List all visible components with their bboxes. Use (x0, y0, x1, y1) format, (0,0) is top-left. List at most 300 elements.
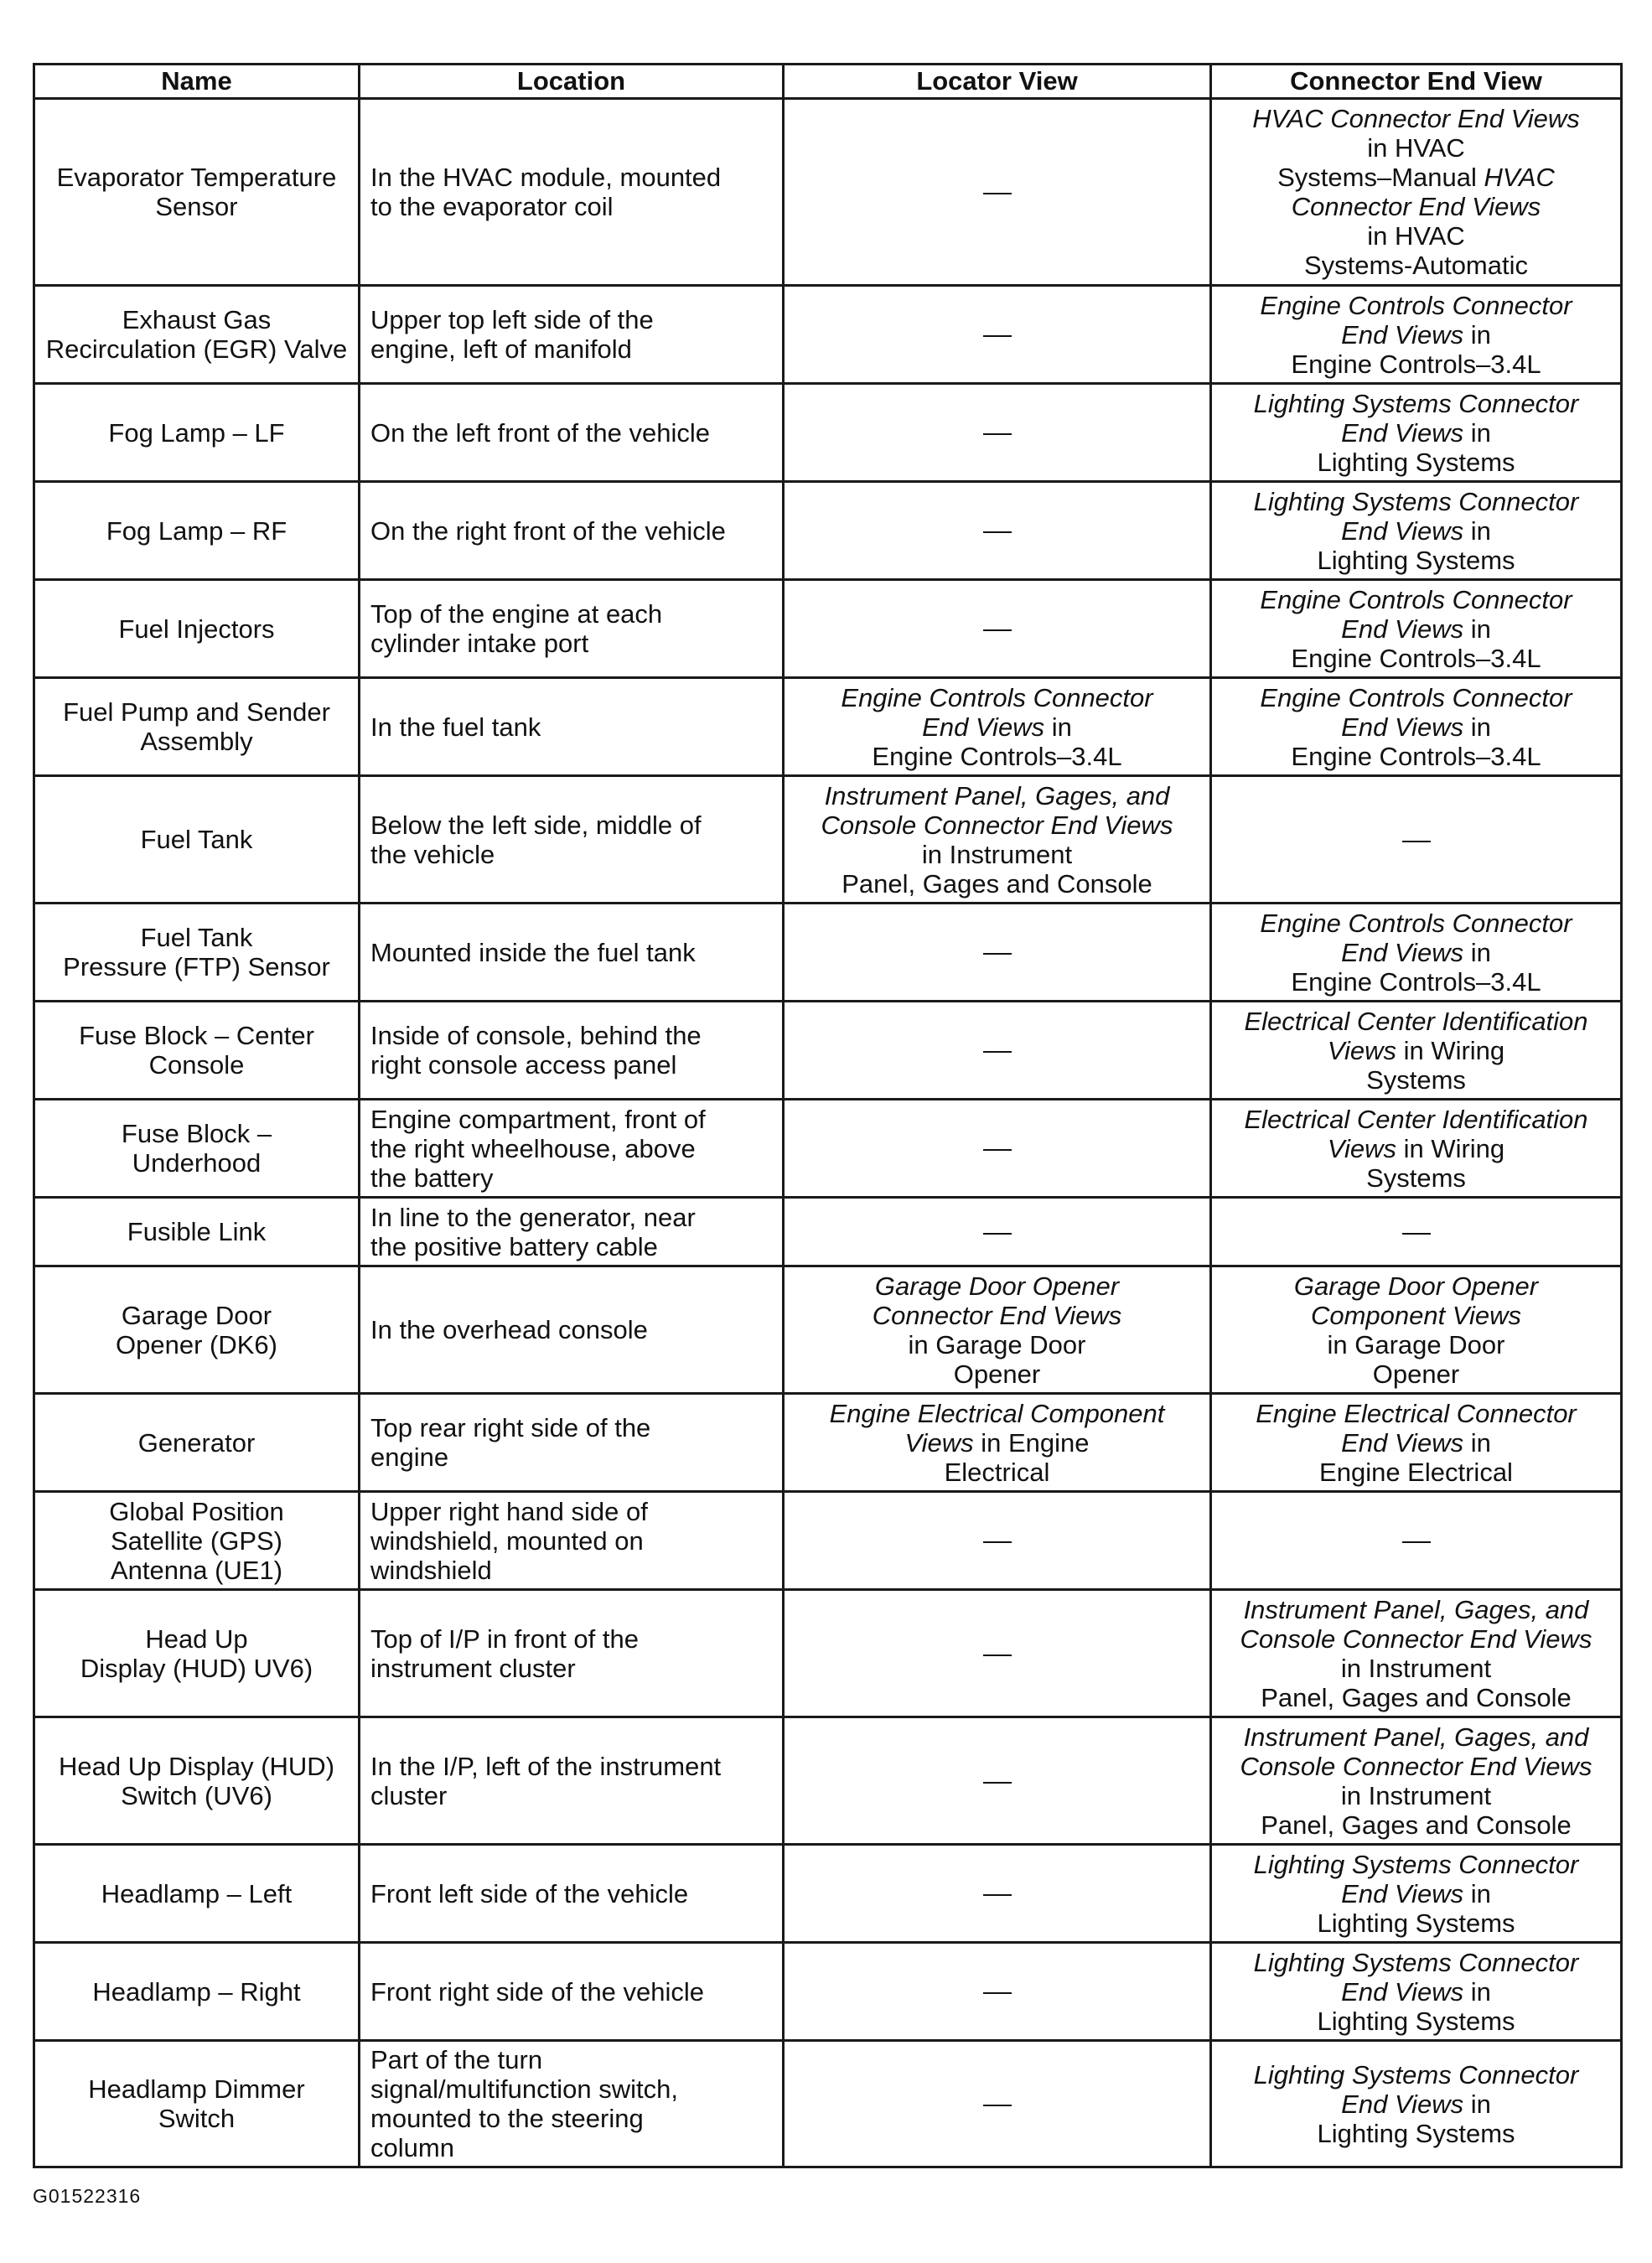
cell-line (1222, 104, 1610, 133)
cell-line (1222, 350, 1610, 379)
cell-line: Fuel Pump and Sender (63, 697, 330, 727)
cell-line: the positive battery cable (370, 1231, 658, 1261)
reference-text: in (1463, 1427, 1491, 1458)
cell-line (1222, 1977, 1610, 2007)
table-body (34, 99, 1622, 2167)
cell-line (1222, 1359, 1610, 1389)
cell-connector-end-view (1211, 678, 1622, 776)
not-applicable-dash (983, 1782, 1012, 1784)
reference-text: in Wiring (1396, 1133, 1505, 1163)
cell-line (795, 742, 1199, 771)
table-row (34, 1394, 1622, 1492)
cell-line: Top rear right side of the (370, 1413, 651, 1442)
reference-text: in Wiring (1396, 1035, 1505, 1065)
cell-line: engine (370, 1442, 449, 1472)
cell-name (34, 1100, 360, 1198)
cell-line (795, 1271, 1199, 1301)
not-applicable-dash (983, 629, 1012, 631)
cell-location (360, 678, 784, 776)
cell-line: On the left front of the vehicle (370, 417, 710, 448)
cell-line (795, 1301, 1199, 1330)
cell-line: Generator (137, 1427, 256, 1458)
cell-line: Headlamp – Left (101, 1878, 293, 1908)
cell-line (1222, 291, 1610, 320)
table-row (34, 776, 1622, 904)
cell-line (1222, 487, 1610, 516)
not-applicable-dash (983, 1541, 1012, 1543)
reference-title: Electrical Center Identification (1244, 1006, 1588, 1036)
cell-locator-view (784, 99, 1211, 286)
cell-line (1222, 938, 1610, 967)
cell-line: Part of the turn (370, 2045, 543, 2074)
cell-line: Fuse Block – (121, 1119, 272, 1148)
cell-line: Evaporator Temperature (56, 163, 337, 192)
cell-line (1222, 1271, 1610, 1301)
cell-line: In the fuel tank (370, 712, 541, 742)
cell-line (1222, 192, 1610, 221)
header-connector-end-view: Connector End View (1211, 65, 1622, 99)
cell-line: Satellite (GPS) (110, 1525, 282, 1556)
header-locator-view: Locator View (784, 65, 1211, 99)
cell-line: Mounted inside the fuel tank (370, 937, 696, 967)
cell-line: In the HVAC module, mounted (370, 163, 722, 192)
cell-name (34, 384, 360, 482)
cell-name (34, 1943, 360, 2041)
cell-name (34, 286, 360, 384)
cell-line: Assembly (140, 727, 253, 756)
cell-line: right console access panel (370, 1050, 677, 1080)
cell-connector-end-view (1211, 2041, 1622, 2167)
cell-connector-end-view (1211, 1717, 1622, 1845)
cell-line: Switch (158, 2104, 236, 2133)
cell-line: Below the left side, middle of (370, 810, 702, 840)
cell-line (1222, 448, 1610, 477)
cell-line: mounted to the steering (370, 2104, 644, 2133)
cell-line: Switch (UV6) (121, 1780, 272, 1810)
reference-text: Engine Electrical (1319, 1457, 1513, 1487)
cell-location (360, 1266, 784, 1394)
reference-title: End Views (1341, 1976, 1464, 2007)
reference-text: in (1463, 319, 1491, 350)
reference-title: End Views (1341, 2089, 1464, 2119)
table-row (34, 1198, 1622, 1266)
reference-title: Instrument Panel, Gages, and (1243, 1722, 1589, 1752)
cell-line (1222, 389, 1610, 418)
reference-title: Views (904, 1427, 974, 1458)
header-location: Location (360, 65, 784, 99)
not-applicable-dash (1402, 1541, 1431, 1543)
reference-title: Engine Controls Connector (841, 682, 1153, 712)
reference-text: in Instrument (921, 839, 1073, 869)
reference-text: Engine Controls–3.4L (1291, 741, 1541, 771)
cell-line (1222, 1134, 1610, 1163)
table-header-row (34, 65, 1622, 99)
cell-location (360, 384, 784, 482)
cell-connector-end-view (1211, 1100, 1622, 1198)
reference-title: HVAC (1484, 163, 1555, 192)
cell-line: cluster (370, 1780, 448, 1810)
cell-location (360, 1492, 784, 1590)
reference-text: Engine Controls–3.4L (1291, 966, 1541, 997)
cell-locator-view (784, 1394, 1211, 1492)
cell-line (1222, 1163, 1610, 1193)
reference-text: in (1463, 1878, 1491, 1908)
cell-location (360, 1590, 784, 1717)
cell-line (1222, 1850, 1610, 1879)
reference-title: Lighting Systems Connector (1253, 1849, 1579, 1879)
cell-line: Top of the engine at each (370, 599, 663, 629)
cell-line (1222, 133, 1610, 163)
cell-line: Fuel Tank (140, 923, 253, 952)
cell-connector-end-view (1211, 482, 1622, 580)
cell-line (1222, 742, 1610, 771)
cell-locator-view (784, 904, 1211, 1002)
cell-line (1222, 644, 1610, 673)
cell-line: Global Position (109, 1496, 284, 1526)
table-row (34, 1266, 1622, 1394)
reference-title: Lighting Systems Connector (1253, 2059, 1579, 2090)
cell-line (1222, 1065, 1610, 1095)
cell-line (1222, 909, 1610, 938)
cell-connector-end-view (1211, 1394, 1622, 1492)
cell-location (360, 580, 784, 678)
not-applicable-dash (1402, 1233, 1431, 1235)
cell-line: Exhaust Gas (122, 305, 272, 334)
cell-line (1222, 1301, 1610, 1330)
reference-text: in (1044, 712, 1072, 742)
cell-connector-end-view (1211, 99, 1622, 286)
cell-line (1222, 418, 1610, 448)
reference-title: HVAC Connector End Views (1252, 104, 1580, 133)
cell-connector-end-view (1211, 1198, 1622, 1266)
reference-title: Engine Electrical Connector (1256, 1398, 1577, 1428)
cell-line (1222, 1948, 1610, 1977)
reference-text: Opener (953, 1359, 1041, 1389)
reference-text: in Engine (973, 1427, 1090, 1458)
reference-text: in HVAC (1367, 133, 1465, 163)
component-locator-table (33, 63, 1623, 2168)
reference-title: Electrical Center Identification (1244, 1104, 1588, 1134)
table-row (34, 1492, 1622, 1590)
cell-line (1222, 1722, 1610, 1752)
cell-locator-view (784, 1590, 1211, 1717)
cell-location (360, 1394, 784, 1492)
reference-text: Engine Controls–3.4L (1291, 643, 1541, 673)
cell-location (360, 1100, 784, 1198)
cell-line (1222, 1810, 1610, 1840)
reference-title: Instrument Panel, Gages, and (824, 780, 1170, 810)
table-row (34, 1943, 1622, 2041)
not-applicable-dash (1402, 841, 1431, 842)
cell-locator-view (784, 286, 1211, 384)
cell-line: Fog Lamp – RF (106, 515, 287, 546)
table-row (34, 99, 1622, 286)
not-applicable-dash (983, 1051, 1012, 1053)
reference-title: End Views (1341, 1427, 1464, 1458)
reference-title: Garage Door Opener (874, 1271, 1120, 1301)
cell-name (34, 1845, 360, 1943)
cell-line (1222, 1007, 1610, 1036)
cell-line (1222, 1036, 1610, 1065)
reference-text: in (1463, 417, 1491, 448)
cell-line: instrument cluster (370, 1653, 576, 1683)
cell-line (795, 1359, 1199, 1389)
cell-name (34, 1590, 360, 1717)
reference-text: Lighting Systems (1317, 545, 1515, 575)
cell-line: Front right side of the vehicle (370, 1976, 705, 2007)
cell-name (34, 1717, 360, 1845)
cell-line (1222, 1683, 1610, 1712)
reference-title: End Views (1341, 417, 1464, 448)
cell-line (1222, 1879, 1610, 1908)
cell-line: signal/multifunction switch, (370, 2074, 678, 2104)
cell-line: Upper right hand side of (370, 1496, 648, 1526)
cell-name (34, 1198, 360, 1266)
cell-location (360, 776, 784, 904)
not-applicable-dash (983, 1655, 1012, 1656)
reference-text: in (1463, 2089, 1491, 2119)
cell-line (1222, 1595, 1610, 1624)
cell-location (360, 1943, 784, 2041)
reference-title: Instrument Panel, Gages, and (1243, 1594, 1589, 1624)
cell-line (1222, 516, 1610, 546)
cell-location (360, 904, 784, 1002)
cell-connector-end-view (1211, 1492, 1622, 1590)
reference-title: Console Connector End Views (1240, 1751, 1592, 1781)
not-applicable-dash (983, 1149, 1012, 1151)
reference-title: Connector End Views (872, 1300, 1122, 1330)
cell-line (1222, 712, 1610, 742)
reference-text: Electrical (944, 1457, 1050, 1487)
not-applicable-dash (983, 1233, 1012, 1235)
cell-line (795, 1428, 1199, 1458)
cell-line: engine, left of manifold (370, 334, 632, 364)
reference-title: Engine Controls Connector (1260, 290, 1572, 320)
cell-location (360, 1198, 784, 1266)
cell-connector-end-view (1211, 1943, 1622, 2041)
cell-location (360, 1002, 784, 1100)
cell-line (795, 810, 1199, 840)
not-applicable-dash (983, 193, 1012, 194)
cell-line: column (370, 2133, 454, 2162)
cell-locator-view (784, 1100, 1211, 1198)
cell-locator-view (784, 1002, 1211, 1100)
cell-line: In the overhead console (370, 1315, 648, 1344)
cell-line (1222, 1330, 1610, 1359)
table-row (34, 904, 1622, 1002)
cell-line: Head Up (145, 1623, 248, 1654)
reference-title: End Views (1341, 1878, 1464, 1908)
reference-text: in Garage Door (1327, 1329, 1505, 1359)
cell-locator-view (784, 678, 1211, 776)
cell-line: Inside of console, behind the (370, 1021, 702, 1050)
cell-location (360, 99, 784, 286)
cell-line: Head Up Display (HUD) (58, 1751, 335, 1781)
table-row (34, 1845, 1622, 1943)
cell-line: Engine compartment, front of (370, 1104, 706, 1134)
cell-line: Garage Door (121, 1300, 272, 1330)
table-row (34, 1590, 1622, 1717)
reference-text: in (1463, 1976, 1491, 2007)
reference-title: Lighting Systems Connector (1253, 1947, 1579, 1977)
reference-text: Systems-Automatic (1303, 251, 1528, 280)
cell-line: windshield, mounted on (370, 1525, 644, 1556)
reference-text: Systems (1366, 1163, 1466, 1193)
cell-line (1222, 320, 1610, 350)
cell-line: the right wheelhouse, above (370, 1133, 696, 1163)
cell-line: Fuel Tank (140, 825, 253, 854)
cell-line: cylinder intake port (370, 629, 589, 658)
cell-location (360, 2041, 784, 2167)
reference-title: Engine Controls Connector (1260, 908, 1572, 938)
reference-title: End Views (1341, 319, 1464, 350)
cell-name (34, 678, 360, 776)
cell-line (795, 1458, 1199, 1487)
cell-line: Front left side of the vehicle (370, 1878, 689, 1908)
cell-line: Recirculation (EGR) Valve (45, 334, 348, 364)
reference-text: Engine Controls–3.4L (872, 741, 1122, 771)
reference-text: in (1463, 937, 1491, 967)
component-locator-table-sheet (33, 63, 1620, 2168)
cell-connector-end-view (1211, 580, 1622, 678)
cell-line: Display (HUD) UV6) (80, 1653, 313, 1683)
cell-line: Fusible Link (127, 1217, 267, 1246)
not-applicable-dash (983, 1992, 1012, 1994)
cell-line: Opener (DK6) (116, 1329, 277, 1359)
reference-title: Engine Electrical Component (829, 1398, 1165, 1428)
cell-connector-end-view (1211, 1266, 1622, 1394)
cell-line (1222, 163, 1610, 192)
reference-text: Lighting Systems (1317, 2006, 1515, 2036)
reference-title: End Views (1341, 712, 1464, 742)
cell-line (1222, 1781, 1610, 1810)
cell-locator-view (784, 1266, 1211, 1394)
not-applicable-dash (983, 335, 1012, 337)
reference-text: Engine Controls–3.4L (1291, 349, 1541, 379)
cell-locator-view (784, 776, 1211, 904)
cell-line: In line to the generator, near (370, 1202, 696, 1232)
reference-title: Console Connector End Views (821, 810, 1173, 840)
cell-line: Upper top left side of the (370, 305, 654, 334)
cell-line (1222, 585, 1610, 614)
cell-location (360, 1717, 784, 1845)
cell-locator-view (784, 1845, 1211, 1943)
cell-line: Fuse Block – Center (79, 1021, 314, 1050)
reference-text: Lighting Systems (1317, 1908, 1515, 1938)
cell-connector-end-view (1211, 1845, 1622, 1943)
not-applicable-dash (983, 433, 1012, 435)
cell-connector-end-view (1211, 1590, 1622, 1717)
cell-connector-end-view (1211, 904, 1622, 1002)
cell-line (795, 1399, 1199, 1428)
reference-text: Panel, Gages and Console (1261, 1810, 1572, 1840)
cell-line: Headlamp Dimmer (88, 2074, 305, 2104)
cell-line (795, 840, 1199, 869)
table-row (34, 580, 1622, 678)
reference-text: Systems (1366, 1064, 1466, 1095)
cell-locator-view (784, 2041, 1211, 2167)
reference-title: Views (1327, 1133, 1396, 1163)
cell-line: Top of I/P in front of the (370, 1623, 639, 1654)
cell-line (1222, 967, 1610, 997)
cell-line: Underhood (132, 1148, 262, 1178)
table-row (34, 1717, 1622, 1845)
reference-text: in Garage Door (908, 1329, 1086, 1359)
cell-line (1222, 1654, 1610, 1683)
cell-name (34, 482, 360, 580)
cell-name (34, 99, 360, 286)
reference-text: Systems–Manual (1277, 163, 1484, 192)
header-name: Name (34, 65, 360, 99)
cell-line: In the I/P, left of the instrument (370, 1751, 722, 1781)
cell-line (1222, 221, 1610, 251)
reference-text: in (1463, 515, 1491, 546)
cell-locator-view (784, 384, 1211, 482)
cell-connector-end-view (1211, 286, 1622, 384)
table-row (34, 678, 1622, 776)
cell-connector-end-view (1211, 1002, 1622, 1100)
cell-line: windshield (370, 1555, 492, 1585)
reference-text: in Instrument (1340, 1780, 1492, 1810)
cell-line (1222, 2119, 1610, 2148)
table-row (34, 2041, 1622, 2167)
reference-title: Component Views (1310, 1300, 1521, 1330)
cell-location (360, 286, 784, 384)
reference-title: Lighting Systems Connector (1253, 388, 1579, 418)
cell-line: Fuel Injectors (118, 614, 275, 644)
reference-title: End Views (1341, 614, 1464, 644)
cell-name (34, 2041, 360, 2167)
reference-title: Engine Controls Connector (1260, 584, 1572, 614)
cell-line (1222, 1908, 1610, 1938)
cell-name (34, 1394, 360, 1492)
cell-locator-view (784, 1198, 1211, 1266)
cell-line (1222, 683, 1610, 712)
reference-title: Lighting Systems Connector (1253, 486, 1579, 516)
cell-line (1222, 1458, 1610, 1487)
cell-line (1222, 251, 1610, 280)
cell-locator-view (784, 1943, 1211, 2041)
cell-name (34, 904, 360, 1002)
reference-title: Connector End Views (1291, 192, 1541, 221)
cell-name (34, 580, 360, 678)
reference-title: Console Connector End Views (1240, 1623, 1592, 1654)
cell-name (34, 1266, 360, 1394)
reference-title: Engine Controls Connector (1260, 682, 1572, 712)
not-applicable-dash (983, 531, 1012, 533)
cell-line (795, 683, 1199, 712)
cell-line (1222, 1399, 1610, 1428)
cell-line (1222, 1752, 1610, 1781)
cell-line (1222, 2060, 1610, 2090)
cell-location (360, 482, 784, 580)
reference-title: End Views (922, 712, 1045, 742)
cell-line (795, 869, 1199, 898)
cell-line (1222, 1624, 1610, 1654)
cell-line (795, 781, 1199, 810)
cell-line: the vehicle (370, 839, 495, 869)
cell-name (34, 1492, 360, 1590)
cell-line: On the right front of the vehicle (370, 515, 726, 546)
figure-id: G01522316 (33, 2185, 142, 2207)
reference-text: Lighting Systems (1317, 447, 1515, 477)
cell-line: Pressure (FTP) Sensor (63, 952, 330, 981)
reference-title: End Views (1341, 515, 1464, 546)
table-row (34, 1100, 1622, 1198)
cell-line (795, 712, 1199, 742)
cell-line (1222, 2090, 1610, 2119)
cell-line: the battery (370, 1163, 494, 1193)
